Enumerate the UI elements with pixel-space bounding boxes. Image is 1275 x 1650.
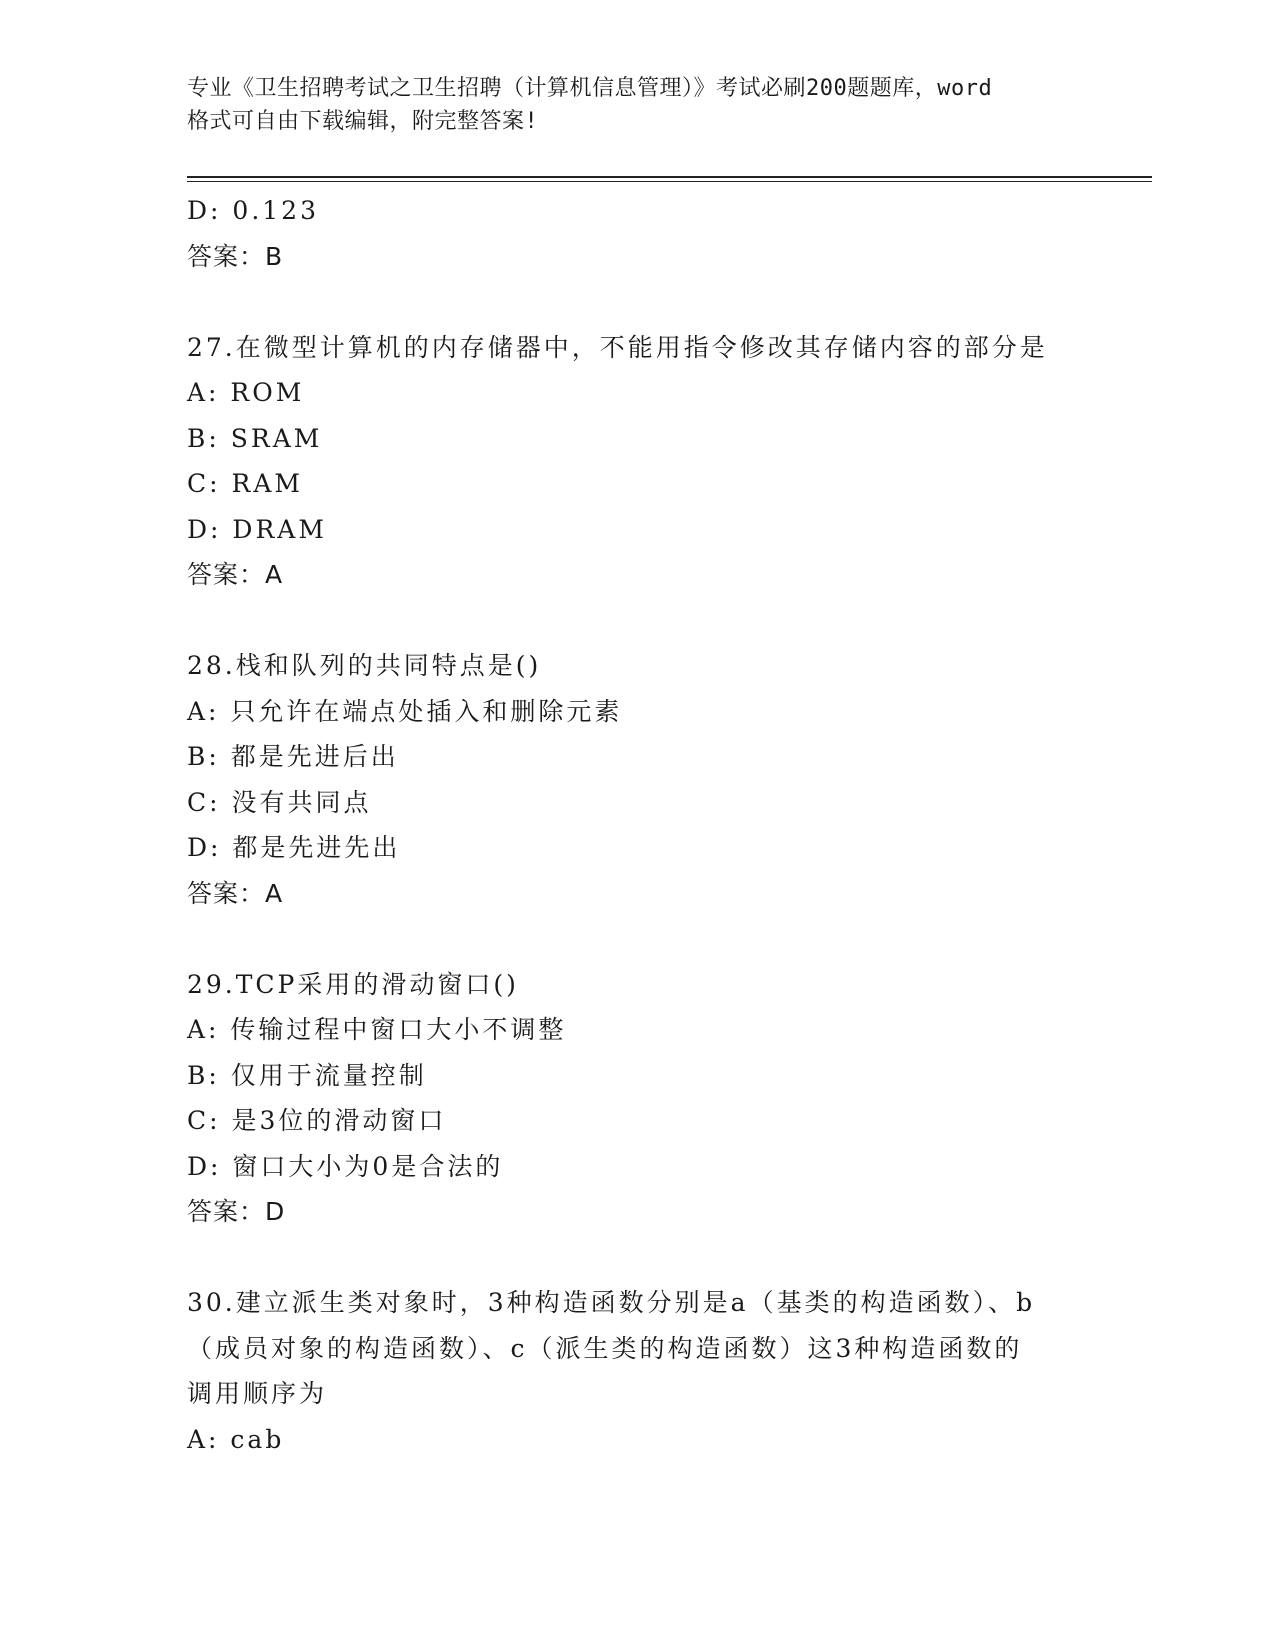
question-29-answer: 答案：D	[187, 1197, 286, 1226]
question-28-answer: 答案：A	[187, 878, 284, 908]
spacer	[187, 279, 1087, 325]
header-title-line-1: 专业《卫生招聘考试之卫生招聘（计算机信息管理）》考试必刷200题题库，word	[187, 76, 993, 101]
prev-option-d: D: 0.123	[187, 196, 319, 225]
question-29-option-d: D: 窗口大小为0是合法的	[187, 1151, 504, 1181]
question-27-option-b: B: SRAM	[187, 423, 323, 453]
question-28-stem: 28.栈和队列的共同特点是()	[187, 651, 542, 680]
question-27-option-d: D: DRAM	[187, 514, 327, 544]
header-title-line-2: 格式可自由下载编辑，附完整答案!	[187, 109, 539, 134]
spacer	[187, 1235, 1087, 1281]
question-29-option-b: B: 仅用于流量控制	[187, 1060, 427, 1090]
question-29-stem: 29.TCP采用的滑动窗口()	[187, 969, 519, 999]
question-27-answer: 答案：A	[187, 560, 284, 589]
question-27-stem: 27.在微型计算机的内存储器中，不能用指令修改其存储内容的部分是	[187, 332, 1048, 362]
document-header	[187, 72, 1087, 138]
spacer	[187, 598, 1087, 644]
question-30-stem-line-1: 30.建立派生类对象时，3种构造函数分别是a（基类的构造函数）、b	[187, 1288, 1036, 1317]
header-divider	[187, 176, 1152, 178]
question-29-option-c: C: 是3位的滑动窗口	[187, 1106, 447, 1135]
question-28-option-d: D: 都是先进先出	[187, 833, 401, 862]
question-28-option-c: C: 没有共同点	[187, 787, 372, 817]
question-27-option-a: A: ROM	[187, 378, 305, 407]
question-29-option-a: A: 传输过程中窗口大小不调整	[187, 1015, 567, 1044]
question-30-option-a: A: cab	[187, 1424, 285, 1454]
spacer	[187, 916, 1087, 962]
question-27-option-c: C: RAM	[187, 469, 303, 498]
question-30-stem-line-2: （成员对象的构造函数）、c（派生类的构造函数）这3种构造函数的	[187, 1333, 1023, 1363]
prev-answer: 答案：B	[187, 241, 284, 271]
question-28-option-b: B: 都是先进后出	[187, 742, 399, 771]
question-list	[187, 188, 1087, 1462]
header-divider-thin	[187, 181, 1152, 182]
question-28-option-a: A: 只允许在端点处插入和删除元素	[187, 696, 623, 726]
question-30-stem-line-3: 调用顺序为	[187, 1379, 328, 1408]
